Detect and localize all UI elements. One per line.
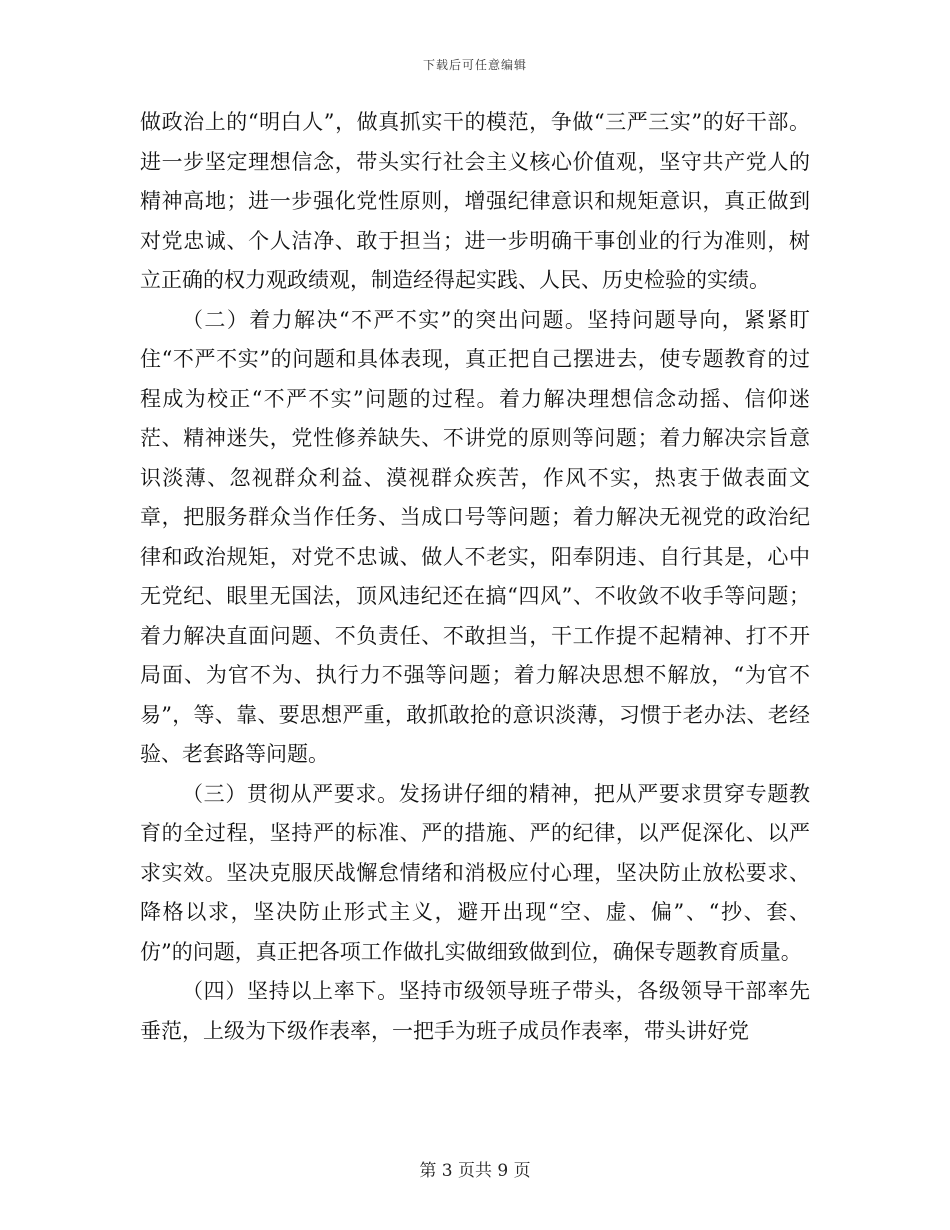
paragraph-1: 做政治上的“明白人”，做真抓实干的模范，争做“三严三实”的好干部。进一步坚定理想信念，带头实行社会主义核心价值观，坚守共产党人的精神高地；进一步强化党性原则，增强纪律意识和规矩意识，真正做到对党忠诚、个人洁净、敢于担当；进一步明确干事创业的行为准则，树立正确的权力观政绩观，制造经得起实践、人民、历史检验的实绩。 bbox=[140, 110, 810, 292]
page-header: 下载后可任意编辑 bbox=[422, 58, 527, 72]
paragraph-4: （四）坚持以上率下。坚持市级领导班子带头，各级领导干部率先垂范，上级为下级作表率，一把手为班子成员作表率，带头讲好党 bbox=[140, 979, 810, 1043]
paragraph-3: （三）贯彻从严要求。发扬讲仔细的精神，把从严要求贯穿专题教育的全过程，坚持严的标准、严的措施、严的纪律，以严促深化、以严求实效。坚决克服厌战懈怠情绪和消极应付心理，坚决防止放松要求、降格以求，坚决防止形式主义，避开出现“空、虚、偏”、“抄、套、仿”的问题，真正把各项工作做扎实做细致做到位，确保专题教育质量。 bbox=[140, 781, 810, 964]
document-body bbox=[140, 103, 810, 1051]
paragraph-2: （二）着力解决“不严不实”的突出问题。坚持问题导向，紧紧盯住“不严不实”的问题和具体表现，真正把自己摆进去，使专题教育的过程成为校正“不严不实”问题的过程。着力解决理想信念动摇、信仰迷茫、精神迷失，党性修养缺失、不讲党的原则等问题；着力解决宗旨意识淡薄、忽视群众利益、漠视群众疾苦，作风不实，热衷于做表面文章，把服务群众当作任务、当成口号等问题；着力解决无视党的政治纪律和政治规矩，对党不忠诚、做人不老实，阳奉阴违、自行其是，心中无党纪、眼里无国法，顶风违纪还在搞“四风”、不收敛不收手等问题；着力解决直面问题、不负责任、不敢担当，干工作提不起精神、打不开局面、为官不为、执行力不强等问题；着力解决思想不解放，“为官不易”，等、靠、要思想严重，敢抓敢抢的意识淡薄，习惯于老办法、老经验、老套路等问题。 bbox=[140, 307, 810, 766]
page-footer: 第 3 页共 9 页 bbox=[419, 1161, 531, 1181]
